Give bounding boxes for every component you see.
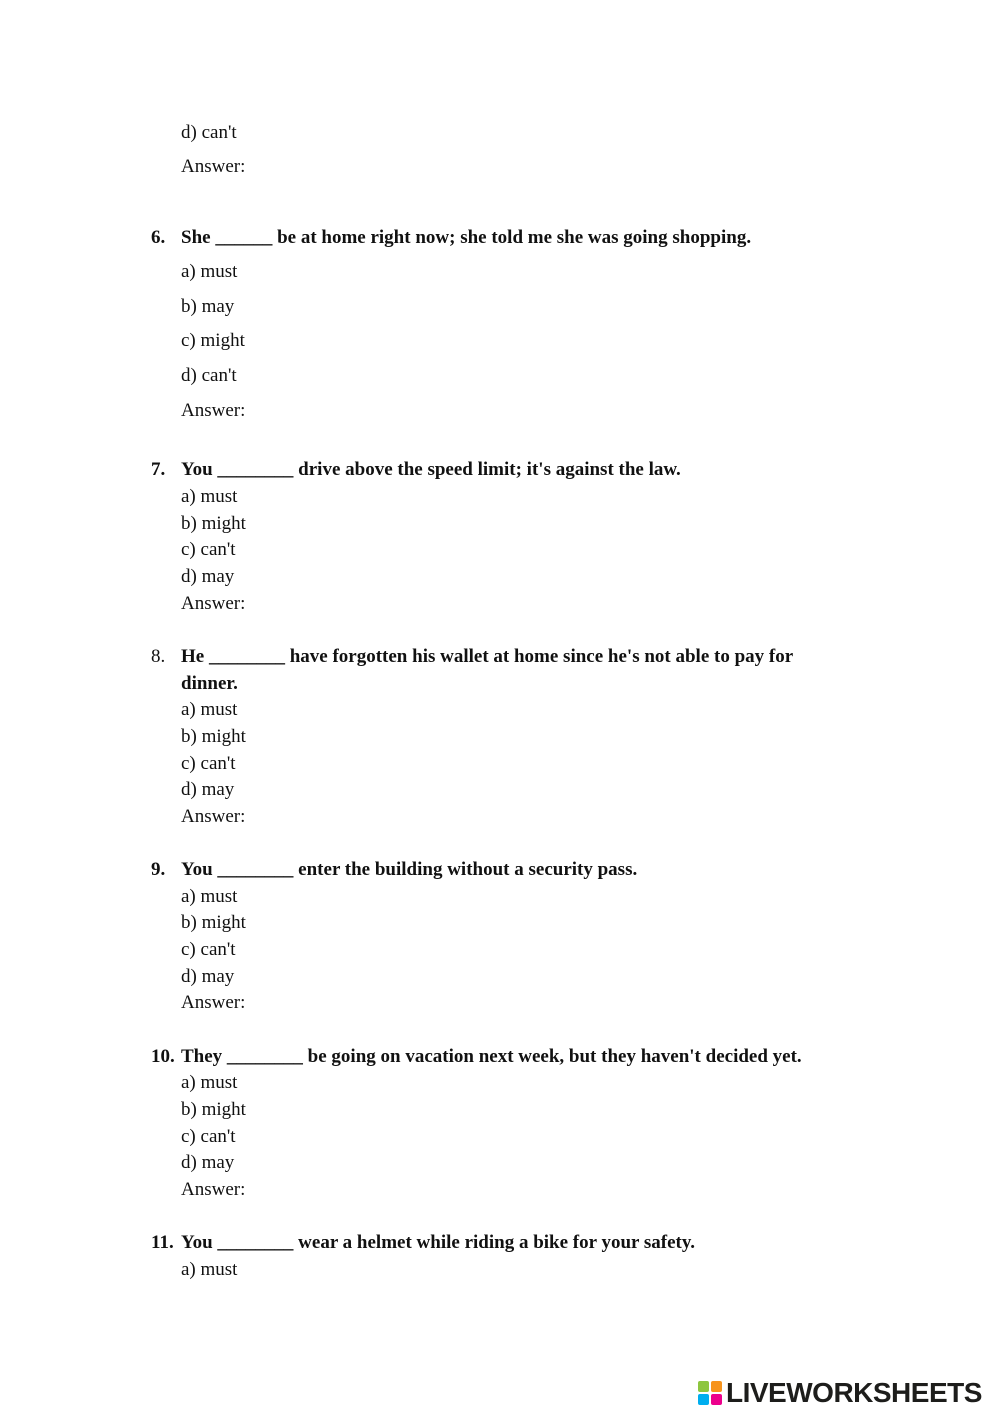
question-10-option-d: d) may bbox=[181, 1152, 235, 1173]
question-10-text: They ________ be going on vacation next week, but they haven't decided yet. bbox=[181, 1046, 802, 1067]
question-9-option-c: c) can't bbox=[181, 939, 236, 960]
logo-square-green bbox=[698, 1381, 709, 1392]
prev-answer-label: Answer: bbox=[181, 156, 246, 177]
question-7-option-c: c) can't bbox=[181, 539, 236, 560]
question-10-number: 10. bbox=[151, 1046, 175, 1067]
question-8-answer-label: Answer: bbox=[181, 806, 246, 827]
logo-square-pink bbox=[711, 1394, 722, 1405]
question-6-answer-label: Answer: bbox=[181, 400, 246, 421]
question-9-text: You ________ enter the building without a security pass. bbox=[181, 859, 638, 880]
logo-square-orange bbox=[711, 1381, 722, 1392]
question-8-option-b: b) might bbox=[181, 726, 246, 747]
question-6-option-a: a) must bbox=[181, 261, 238, 282]
question-7-option-d: d) may bbox=[181, 566, 235, 587]
question-7-answer-label: Answer: bbox=[181, 593, 246, 614]
question-11-number: 11. bbox=[151, 1232, 174, 1253]
question-8-option-d: d) may bbox=[181, 779, 235, 800]
question-11-text: You ________ wear a helmet while riding a bike for your safety. bbox=[181, 1232, 696, 1253]
question-7-option-b: b) might bbox=[181, 513, 246, 534]
question-7-number: 7. bbox=[151, 459, 166, 480]
liveworksheets-logo bbox=[698, 1378, 982, 1408]
question-9-number: 9. bbox=[151, 859, 166, 880]
question-8-option-c: c) can't bbox=[181, 753, 236, 774]
question-9-option-b: b) might bbox=[181, 912, 246, 933]
question-6-number: 6. bbox=[151, 227, 166, 248]
question-11-option-a: a) must bbox=[181, 1259, 238, 1280]
logo-square-blue bbox=[698, 1394, 709, 1405]
liveworksheets-logo-icon bbox=[698, 1381, 722, 1405]
question-7-text: You ________ drive above the speed limit; it's against the law. bbox=[181, 459, 681, 480]
question-9-answer-label: Answer: bbox=[181, 992, 246, 1013]
question-6-option-d: d) can't bbox=[181, 365, 237, 386]
question-9-option-d: d) may bbox=[181, 966, 235, 987]
question-10-option-a: a) must bbox=[181, 1072, 238, 1093]
question-8-option-a: a) must bbox=[181, 699, 238, 720]
question-6-option-b: b) may bbox=[181, 296, 235, 317]
question-10-answer-label: Answer: bbox=[181, 1179, 246, 1200]
prev-option-d: d) can't bbox=[181, 122, 237, 143]
liveworksheets-logo-text: LIVEWORKSHEETS bbox=[726, 1377, 982, 1408]
question-8-number: 8. bbox=[151, 646, 166, 667]
question-7-option-a: a) must bbox=[181, 486, 238, 507]
question-10-option-c: c) can't bbox=[181, 1126, 236, 1147]
question-9-option-a: a) must bbox=[181, 886, 238, 907]
question-6-option-c: c) might bbox=[181, 330, 245, 351]
question-8-text-line-2: dinner. bbox=[181, 673, 238, 694]
question-8-text-line-1: He ________ have forgotten his wallet at home since he's not able to pay for bbox=[181, 646, 794, 667]
question-10-option-b: b) might bbox=[181, 1099, 246, 1120]
question-6-text: She ______ be at home right now; she told me she was going shopping. bbox=[181, 227, 752, 248]
